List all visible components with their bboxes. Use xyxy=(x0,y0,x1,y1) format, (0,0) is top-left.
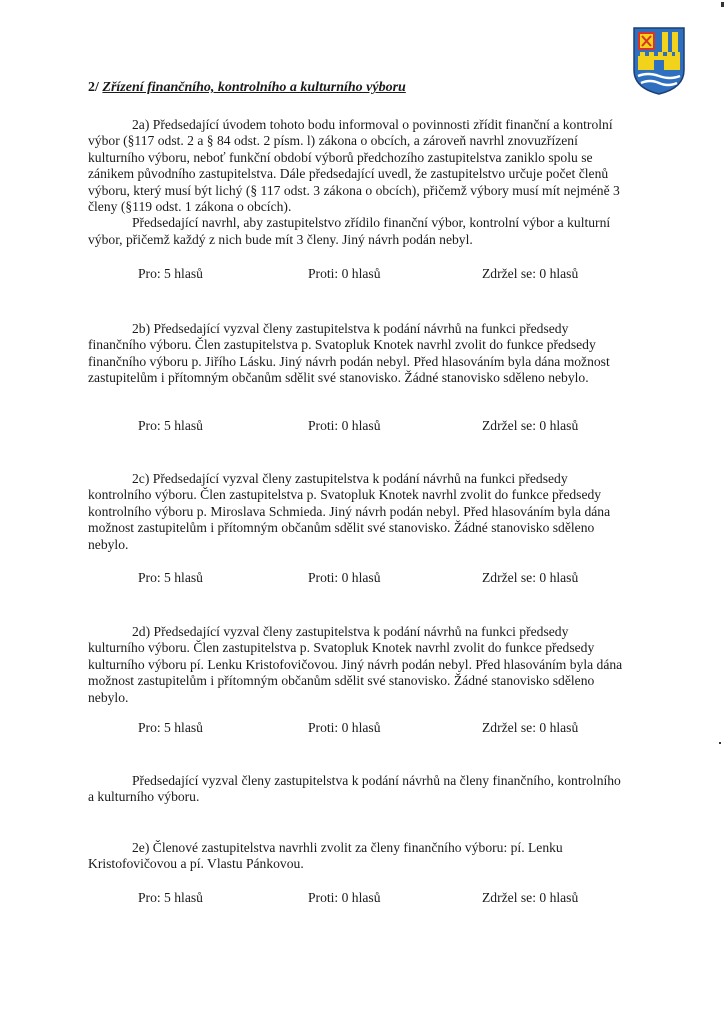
paragraph-2e xyxy=(88,840,628,873)
vote-zdrzel: Zdržel se: 0 hlasů xyxy=(482,266,579,281)
paragraph-text: 2e) Členové zastupitelstva navrhli zvolit za členy finančního výboru: pí. Lenku Kristofovičovou a pí. Vlastu Pánkovou. xyxy=(88,840,563,872)
section-heading xyxy=(88,80,406,96)
paragraph-text: Předsedající vyzval členy zastupitelstva k podání návrhů na členy finančního, kontrolního a kulturního výboru. xyxy=(88,773,621,805)
paragraph-text: Předsedající navrhl, aby zastupitelstvo zřídilo finanční výbor, kontrolní výbor a kulturní výbor, přičemž každý z nich bude mít 3 členy. Jiný návrh podán nebyl. xyxy=(88,215,611,247)
vote-result-2e xyxy=(0,890,726,908)
vote-result-2c xyxy=(0,570,726,588)
paragraph-members-intro xyxy=(88,773,628,806)
vote-pro: Pro: 5 hlasů xyxy=(138,720,203,735)
scan-mark xyxy=(719,742,721,744)
vote-result-2b xyxy=(0,418,726,436)
vote-zdrzel: Zdržel se: 0 hlasů xyxy=(482,890,579,905)
paragraph-2d xyxy=(88,624,628,706)
section-number: 2/ xyxy=(88,80,99,95)
vote-proti: Proti: 0 hlasů xyxy=(308,418,381,433)
paragraph-text: 2c) Předsedající vyzval členy zastupitelstva k podání návrhů na funkci předsedy kontrolního výboru. Člen zastupitelstva p. Svatopluk Knotek navrhl zvolit do funkce předsedy kontrolního výboru p. Miroslava Schmieda. Jiný návrh podán nebyl. Před hlasováním byla dána možnost zastupitelům i přítomným občanům sdělit své stanovisko. Žádné stanovisko sděleno nebylo. xyxy=(88,471,611,552)
vote-result-2a xyxy=(0,266,726,284)
paragraph-2c xyxy=(88,471,628,553)
paragraph-text: 2d) Předsedající vyzval členy zastupitelstva k podání návrhů na funkci předsedy kulturního výboru. Člen zastupitelstva p. Svatopluk Knotek navrhl zvolit do funkce předsedy kulturního výboru pí. Lenku Kristofovičovou. Jiný návrh podán nebyl. Před hlasováním byla dána možnost zastupitelům i přítomným občanům sdělit své stanovisko. Žádné stanovisko sděleno nebylo. xyxy=(88,624,623,705)
paragraph-text: 2b) Předsedající vyzval členy zastupitelstva k podání návrhů na funkci předsedy finančního výboru. Člen zastupitelstva p. Svatopluk Knotek navrhl zvolit do funkce předsedy finančního výboru p. Jiřího Lásku. Jiný návrh podán nebyl. Před hlasováním byla dána možnost zastupitelům i přítomným občanům sdělit své stanovisko. Žádné stanovisko sděleno nebylo. xyxy=(88,321,610,386)
vote-proti: Proti: 0 hlasů xyxy=(308,266,381,281)
vote-pro: Pro: 5 hlasů xyxy=(138,890,203,905)
paragraph-text: 2a) Předsedající úvodem tohoto bodu informoval o povinnosti zřídit finanční a kontrolní výbor (§117 odst. 2 a § 84 odst. 2 písm. l) zákona o obcích, a zároveň navrhl znovuzřízení kulturního výboru, neboť funkční období výborů předchozího zastupitelstva zaniklo spolu se zánikem původního zastupitelstva. Dále předsedající uvedl, že zastupitelstvo určuje počet členů výboru, který musí být lichý (§ 117 odst. 3 zákona o obcích), přičemž výbory musí mít nejméně 3 členy (§119 odst. 1 zákona o obcích). xyxy=(88,117,620,215)
vote-pro: Pro: 5 hlasů xyxy=(138,418,203,433)
vote-proti: Proti: 0 hlasů xyxy=(308,570,381,585)
vote-pro: Pro: 5 hlasů xyxy=(138,570,203,585)
scan-mark xyxy=(721,2,724,7)
vote-proti: Proti: 0 hlasů xyxy=(308,720,381,735)
coat-of-arms-icon xyxy=(632,26,686,96)
vote-pro: Pro: 5 hlasů xyxy=(138,266,203,281)
vote-zdrzel: Zdržel se: 0 hlasů xyxy=(482,570,579,585)
paragraph-2b xyxy=(88,321,628,387)
vote-proti: Proti: 0 hlasů xyxy=(308,890,381,905)
paragraph-2a xyxy=(88,117,628,248)
section-title: Zřízení finančního, kontrolního a kulturního výboru xyxy=(102,80,406,95)
vote-zdrzel: Zdržel se: 0 hlasů xyxy=(482,418,579,433)
vote-zdrzel: Zdržel se: 0 hlasů xyxy=(482,720,579,735)
vote-result-2d xyxy=(0,720,726,738)
